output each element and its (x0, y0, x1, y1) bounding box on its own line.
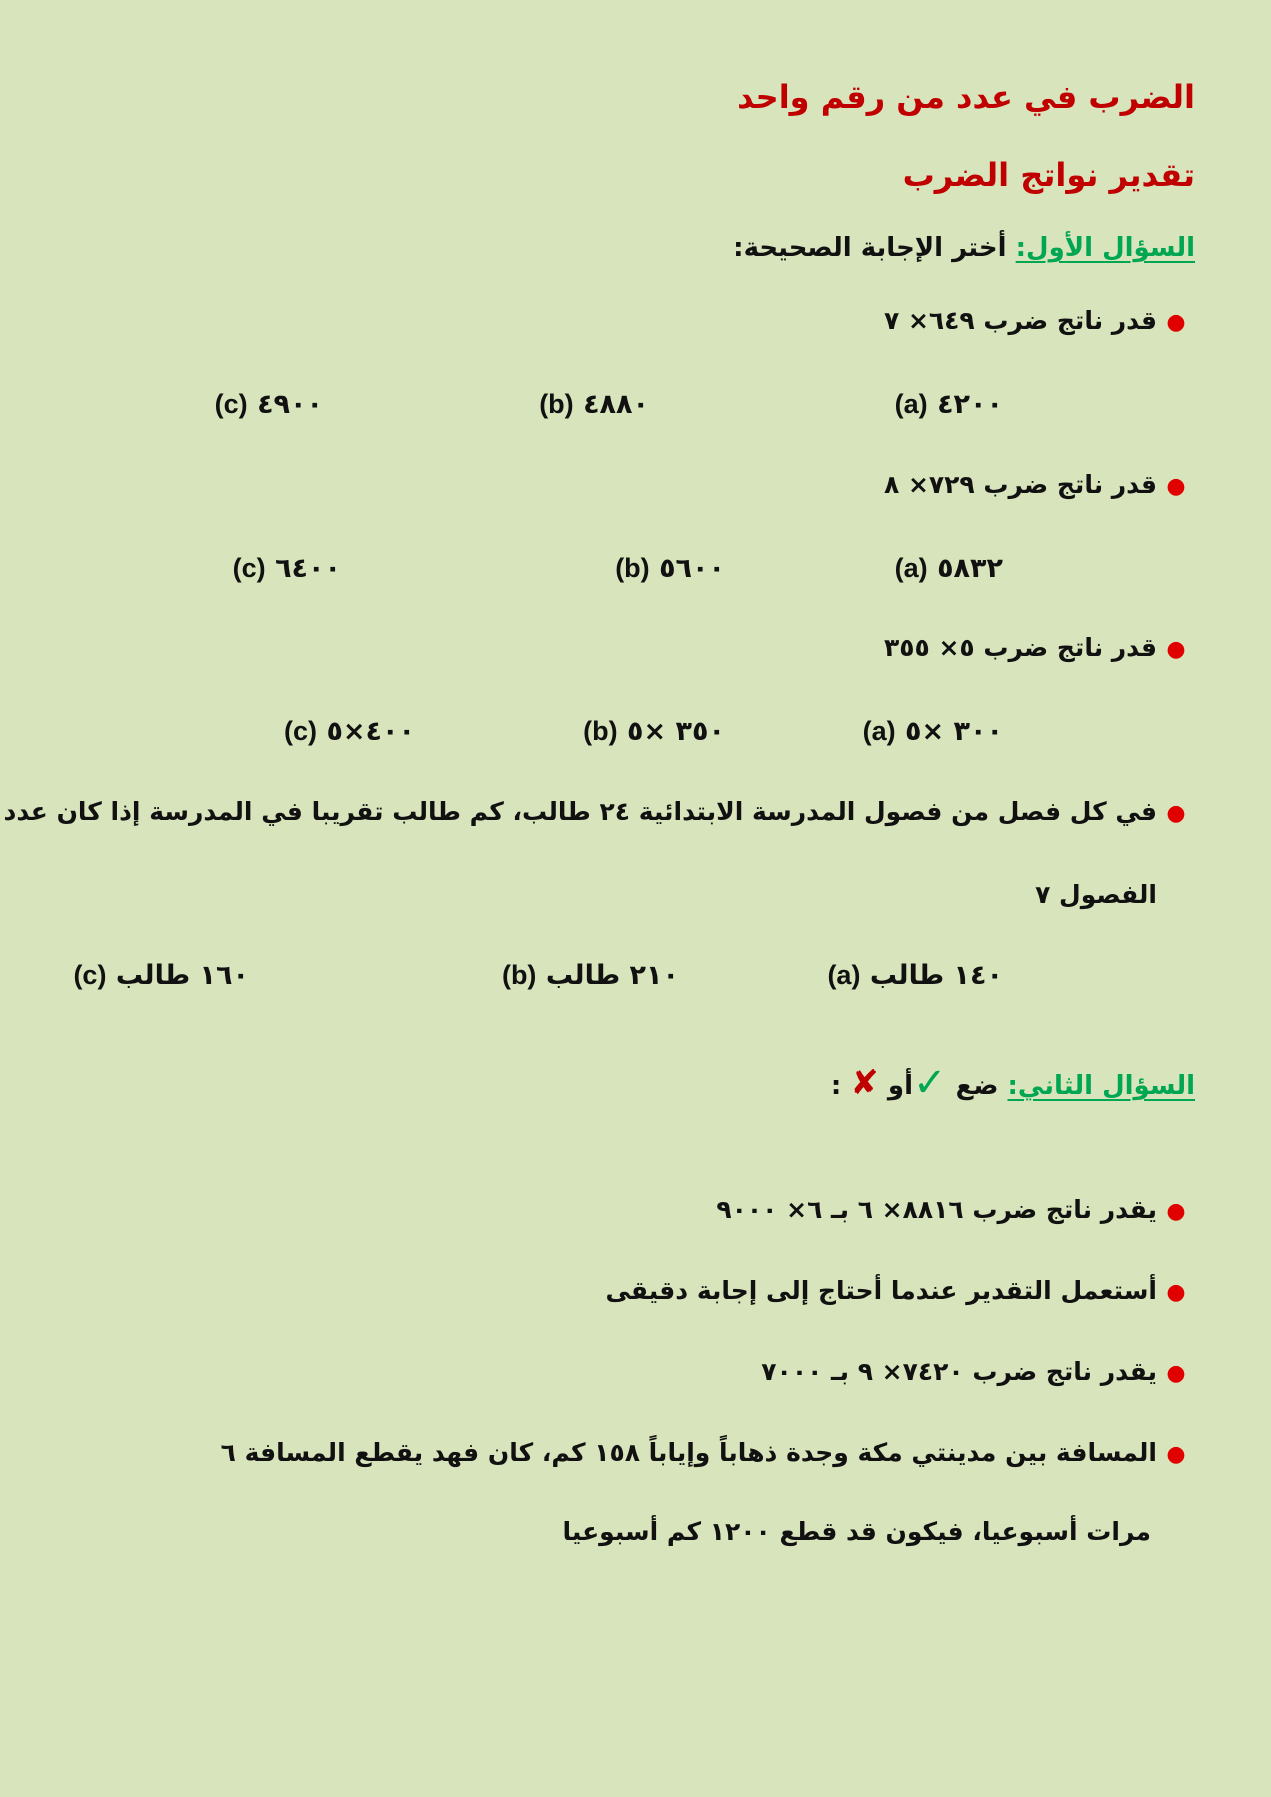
option-value: ١٤٠ طالب (869, 960, 1003, 991)
q2-item-2-text: أستعمل التقدير عندما أحتاج إلى إجابة دقيقى (605, 1276, 1157, 1305)
option-value: ٥٨٣٢ (937, 553, 1003, 584)
bullet-icon: ● (1166, 801, 1186, 826)
q1-item-1-option-a[interactable] (895, 389, 1003, 420)
bullet-icon: ● (1166, 1361, 1186, 1386)
q1-item-3-option-a[interactable] (863, 716, 1003, 747)
option-letter: (c) (73, 960, 107, 990)
question-1-label: السؤال الأول: (1015, 233, 1195, 263)
bullet-icon: ● (1166, 637, 1186, 662)
q2-item-1-text: يقدر ناتج ضرب ٨٨١٦× ٦ بـ ٦× ٩٠٠٠ (716, 1195, 1157, 1224)
option-letter: (b) (583, 716, 618, 746)
option-letter: (b) (615, 553, 650, 583)
q1-item-2-option-b[interactable] (615, 553, 725, 584)
option-letter: (c) (232, 553, 266, 583)
question-2-heading (831, 1060, 1195, 1106)
q1-item-2 (884, 470, 1195, 499)
q1-item-1-option-b[interactable] (539, 389, 649, 420)
option-value: ٤٨٨٠ (583, 389, 649, 420)
q2-item-1 (716, 1195, 1195, 1224)
bullet-icon: ● (1166, 474, 1186, 499)
option-value: ٤٩٠٠ (257, 389, 323, 420)
option-value: ٤٢٠٠ (937, 389, 1003, 420)
q1-item-4-option-b[interactable] (502, 960, 679, 991)
q1-item-4-option-c[interactable] (73, 960, 249, 991)
q1-item-3-option-c[interactable] (284, 716, 415, 747)
option-letter: (c) (214, 389, 248, 419)
q1-item-3-text: قدر ناتج ضرب ٥× ٣٥٥ (883, 633, 1157, 662)
option-value: ٢١٠ طالب (545, 960, 679, 991)
q1-item-3-option-b[interactable] (583, 716, 725, 747)
bullet-icon: ● (1166, 1442, 1186, 1467)
option-value: ٤٠٠×٥ (326, 716, 415, 747)
page-subtitle: تقدير نواتج الضرب (902, 156, 1195, 194)
page-title: الضرب في عدد من رقم واحد (737, 78, 1195, 116)
q1-item-4-text: في كل فصل من فصول المدرسة الابتدائية ٢٤ طالب، كم طالب تقريبا في المدرسة إذا كان عدد (3, 797, 1157, 826)
cross-icon: ✘ (850, 1063, 879, 1103)
question-2-colon: : (830, 1071, 842, 1101)
question-1-heading (733, 233, 1195, 263)
q1-item-2-option-a[interactable] (895, 553, 1003, 584)
q2-item-3 (761, 1357, 1195, 1386)
option-value: ١٦٠ طالب (115, 960, 249, 991)
question-1-instruction: أختر الإجابة الصحيحة: (733, 233, 1007, 263)
q2-item-3-text: يقدر ناتج ضرب ٧٤٢٠× ٩ بـ ٧٠٠٠ (761, 1357, 1157, 1386)
q1-item-4-text-cont: الفصول ٧ (1035, 880, 1157, 909)
q1-item-2-text: قدر ناتج ضرب ٧٢٩× ٨ (883, 470, 1157, 499)
q1-item-1-option-c[interactable] (215, 389, 323, 420)
option-value: ٣٥٠ ×٥ (627, 716, 725, 747)
q2-item-2 (605, 1276, 1195, 1305)
option-value: ٥٦٠٠ (659, 553, 725, 584)
question-2-put: ضع (955, 1071, 999, 1101)
q1-item-1-text: قدر ناتج ضرب ٦٤٩× ٧ (883, 306, 1157, 335)
option-letter: (a) (827, 960, 861, 990)
option-letter: (a) (862, 716, 896, 746)
bullet-icon: ● (1166, 1199, 1186, 1224)
question-2-or: أو (887, 1071, 913, 1101)
option-value: ٣٠٠ ×٥ (905, 716, 1003, 747)
option-letter: (c) (284, 716, 318, 746)
q1-item-1 (884, 306, 1195, 335)
q2-item-4 (221, 1438, 1195, 1467)
option-value: ٦٤٠٠ (275, 553, 341, 584)
q1-item-4-option-a[interactable] (827, 960, 1003, 991)
check-icon: ✓ (912, 1060, 947, 1106)
option-letter: (a) (894, 389, 928, 419)
option-letter: (b) (501, 960, 537, 990)
option-letter: (b) (539, 389, 574, 419)
q2-item-4-text-cont: مرات أسبوعيا، فيكون قد قطع ١٢٠٠ كم أسبوعيا (562, 1517, 1151, 1546)
q2-item-4-text: المسافة بين مدينتي مكة وجدة ذهاباً وإياباً ١٥٨ كم، كان فهد يقطع المسافة ٦ (220, 1438, 1157, 1467)
option-letter: (a) (894, 553, 928, 583)
q1-item-4 (4, 797, 1195, 826)
q1-item-3 (884, 633, 1195, 662)
bullet-icon: ● (1166, 310, 1186, 335)
q1-item-2-option-c[interactable] (233, 553, 341, 584)
question-2-label: السؤال الثاني: (1007, 1071, 1195, 1101)
bullet-icon: ● (1166, 1280, 1186, 1305)
